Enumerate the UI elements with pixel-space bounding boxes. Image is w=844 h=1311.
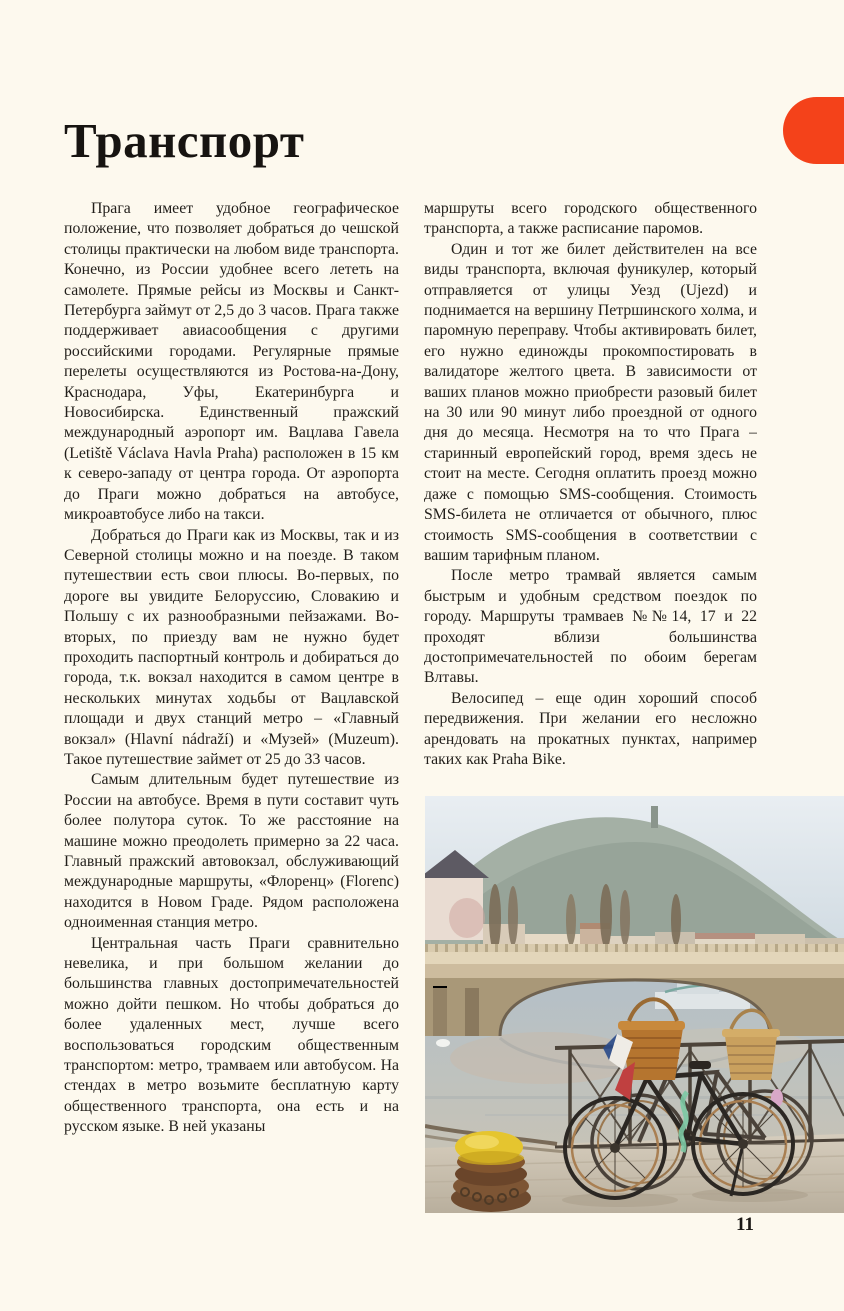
- body-paragraph: Центральная часть Праги сравнительно невелика, и при большом желании до большинства главных достопримечательностей можно дойти пешком. Но чтобы добраться до более удаленных мест, лучше всего воспользоваться городским общественным транспортом: метро, трамваем или автобусом. На стендах в метро возьмите бесплатную карту общественного транспорта, она есть и на русском языке. В ней указаны: [64, 934, 399, 1136]
- body-paragraph: После метро трамвай является самым быстрым и удобным средством поездок по городу. Маршруты трамваев №№14, 17 и 22 проходят вблизи большинства достопримечательностей по обоим берегам Влтавы.: [424, 567, 757, 687]
- body-paragraph: Велосипед – еще один хороший способ передвижения. При желании его несложно арендовать на прокатных пунктах, например таких как Praha Bike.: [424, 689, 757, 768]
- text-column-left: [64, 199, 399, 1231]
- chapter-tab-marker: [783, 97, 844, 164]
- body-paragraph: Один и тот же билет действителен на все виды транспорта, включая фуникулер, который отправляется от улицы Уезд (Ujezd) и поднимается на вершину Петршинского холма, и паромную переправу. Чтобы активировать билет, его нужно единожды прокомпостировать в валидаторе желтого цвета. В зависимости от ваших планов можно приобрести разовый билет на 30 или 90 минут либо проездной от одного дня до месяца. Несмотря на то что Прага – старинный европейский город, время здесь не стоит на месте. Сегодня оплатить проезд можно даже с помощью SMS-сообщения. Стоимость SMS-билета не отличается от обычного, плюс стоимость SMS-сообщения в соответствии с вашим тарифным планом.: [424, 240, 757, 564]
- prague-bicycles-photo: [425, 796, 844, 1213]
- prague-riverside-illustration: [425, 796, 844, 1213]
- page-number: 11: [736, 1214, 754, 1235]
- body-paragraph: Прага имеет удобное географическое положение, что позволяет добраться до чешской столицы практически на любом виде транспорта. Конечно, из России удобнее всего лететь на самолете. Прямые рейсы из Москвы и Санкт-Петербурга займут от 2,5 до 3 часов. Прага также поддерживает авиасообщения с другими российскими городами. Регулярные прямые перелеты осуществляются из Ростова-на-Дону, Краснодара, Уфы, Екатеринбурга и Новосибирска. Единственный пражский международный аэропорт им. Вацлава Гавела (Letiště Václava Havla Praha) расположен в 15 км к северо-западу от центра города. От аэропорта до Праги можно добраться на автобусе, микроавтобусе либо на такси.: [64, 200, 399, 524]
- body-paragraph: Добраться до Праги как из Москвы, так и из Северной столицы можно и на поезде. В таком путешествии есть свои плюсы. Во-первых, по дороге вы увидите Белоруссию, Словакию и Польшу с их разнообразными пейзажами. Во-вторых, по приезду вам не нужно будет проходить паспортный контроль и добираться до города, т.к. вокзал находится в самом центре в нескольких минутах ходьбы от Вацлавской площади и двух станций метро – «Главный вокзал» (Hlavní nádraží) и «Музей» (Muzeum). Такое путешествие займет от 25 до 33 часов.: [64, 526, 399, 768]
- body-paragraph: Самым длительным будет путешествие из России на автобусе. Время в пути составит чуть более полутора суток. То же расстояние на машине можно преодолеть примерно за 22 часа. Главный пражский автовокзал, обслуживающий международные маршруты, «Флоренц» (Florenc) находится в Новом Граде. Рядом расположена одноименная станция метро.: [64, 771, 399, 932]
- page-title: Транспорт: [64, 113, 305, 168]
- text-column-right: [424, 199, 757, 791]
- body-paragraph: маршруты всего городского общественного транспорта, а также расписание паромов.: [424, 200, 757, 238]
